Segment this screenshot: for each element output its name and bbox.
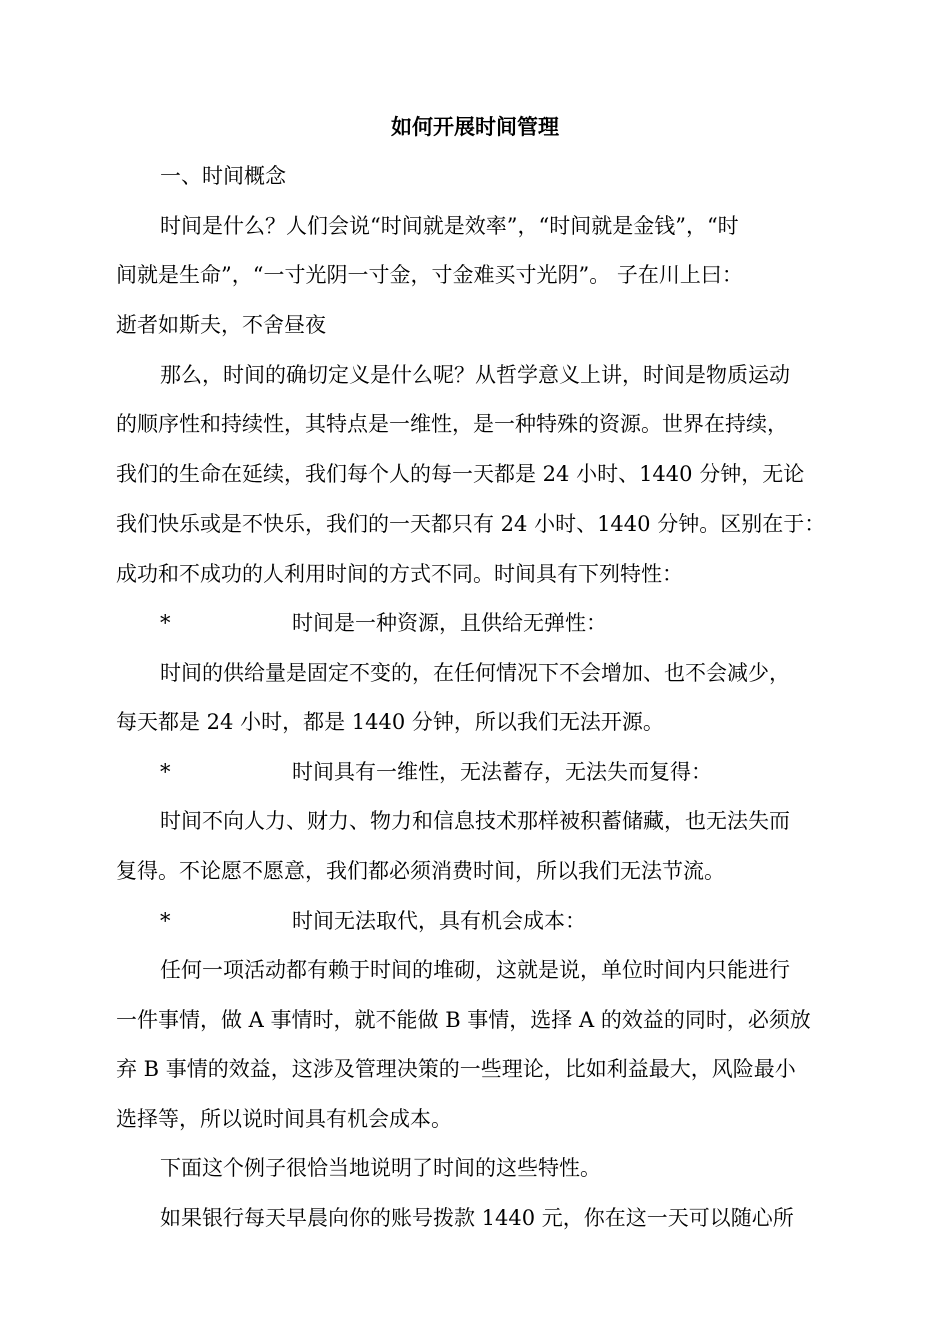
paragraph-line: 成功和不成功的人利用时间的方式不同。时间具有下列特性：: [116, 562, 683, 586]
paragraph-line: 复得。不论愿不愿意，我们都必须消费时间，所以我们无法节流。: [116, 859, 725, 883]
bullet-mark: *: [160, 909, 171, 933]
paragraph-line: 时间是什么？人们会说“时间就是效率”，“时间就是金钱”，“时: [160, 214, 739, 238]
bullet-text: 时间具有一维性，无法蓄存，无法失而复得：: [292, 760, 712, 784]
paragraph-line: 那么，时间的确切定义是什么呢？从哲学意义上讲，时间是物质运动: [160, 363, 790, 387]
paragraph-line: 如果银行每天早晨向你的账号拨款 1440 元，你在这一天可以随心所: [160, 1206, 794, 1230]
bullet-text: 时间是一种资源，且供给无弹性：: [292, 611, 607, 635]
paragraph-line: 任何一项活动都有赖于时间的堆砌，这就是说，单位时间内只能进行: [160, 958, 790, 982]
bullet-mark: *: [160, 760, 171, 784]
paragraph-line: 每天都是 24 小时，都是 1440 分钟，所以我们无法开源。: [116, 710, 664, 734]
paragraph-line: 一件事情，做 A 事情时，就不能做 B 事情，选择 A 的效益的同时，必须放: [116, 1008, 811, 1032]
document-title: 如何开展时间管理: [391, 114, 559, 139]
paragraph-line: 的顺序性和持续性，其特点是一维性，是一种特殊的资源。世界在持续，: [116, 412, 788, 436]
section-heading: 一、时间概念: [160, 164, 286, 188]
paragraph-line: 选择等，所以说时间具有机会成本。: [116, 1107, 452, 1131]
paragraph-line: 我们的生命在延续，我们每个人的每一天都是 24 小时、1440 分钟，无论: [116, 462, 805, 486]
paragraph-line: 我们快乐或是不快乐，我们的一天都只有 24 小时、1440 分钟。区别在于：: [116, 512, 826, 536]
paragraph-line: 时间不向人力、财力、物力和信息技术那样被积蓄储藏，也无法失而: [160, 809, 790, 833]
paragraph-line: 弃 B 事情的效益，这涉及管理决策的一些理论，比如利益最大，风险最小: [116, 1057, 796, 1081]
paragraph-line: 逝者如斯夫，不舍昼夜: [116, 313, 326, 337]
paragraph-line: 时间的供给量是固定不变的，在任何情况下不会增加、也不会减少，: [160, 661, 790, 685]
paragraph-line: 间就是生命”，“一寸光阴一寸金，寸金难买寸光阴”。 子在川上曰：: [116, 263, 743, 287]
bullet-text: 时间无法取代，具有机会成本：: [292, 909, 586, 933]
paragraph-line: 下面这个例子很恰当地说明了时间的这些特性。: [160, 1156, 601, 1180]
bullet-mark: *: [160, 611, 171, 635]
